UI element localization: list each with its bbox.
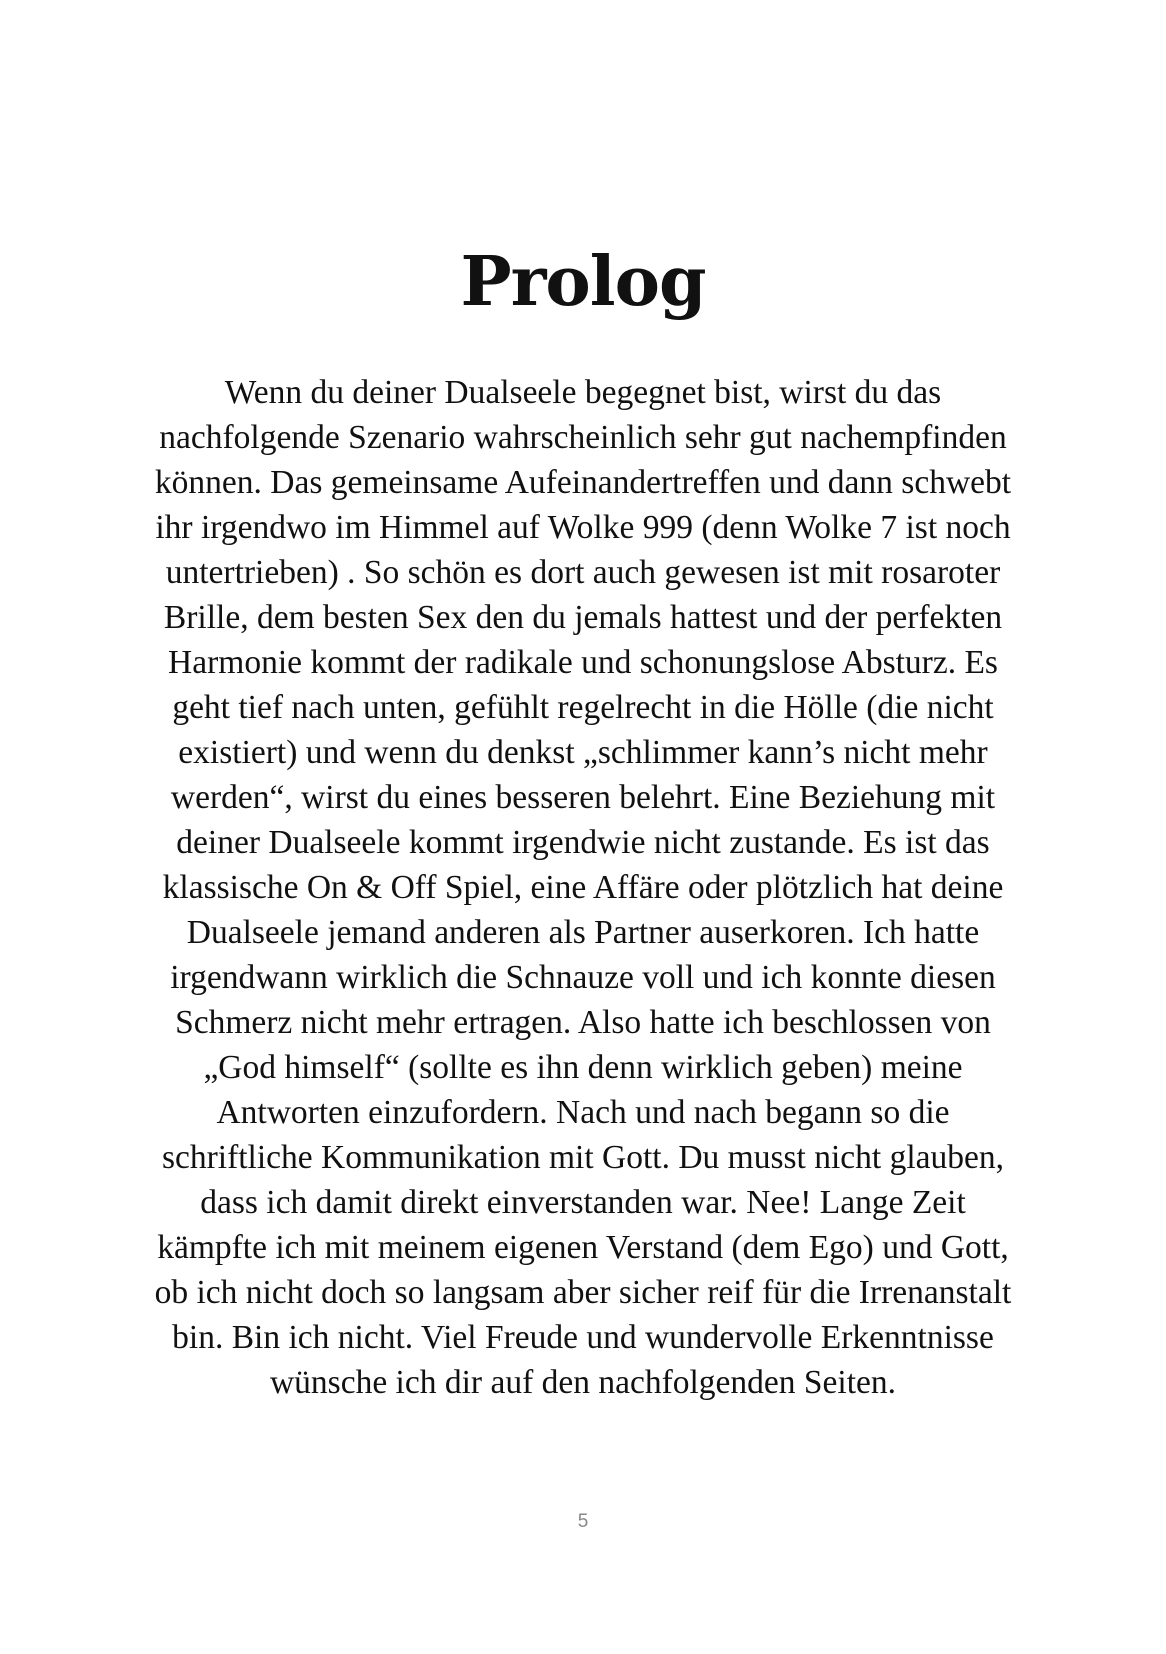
paragraph-line: Dualseele jemand anderen als Partner auserkoren. Ich hatte	[186, 914, 980, 951]
prologue-paragraph	[80, 370, 1086, 1405]
chapter-title: Prolog	[460, 242, 706, 322]
paragraph-line: Harmonie kommt der radikale und schonungslose Absturz. Es	[168, 644, 998, 681]
paragraph-line: Brille, dem besten Sex den du jemals hattest und der perfekten	[163, 599, 1003, 636]
paragraph-line: werden“, wirst du eines besseren belehrt. Eine Beziehung mit	[170, 779, 996, 816]
paragraph-line: „God himself“ (sollte es ihn denn wirklich geben) meine	[203, 1049, 963, 1086]
paragraph-line: dass ich damit direkt einverstanden war. Nee! Lange Zeit	[200, 1184, 966, 1221]
paragraph-line: wünsche ich dir auf den nachfolgenden Seiten.	[269, 1364, 897, 1401]
paragraph-line: existiert) und wenn du denkst „schlimmer kann’s nicht mehr	[178, 734, 988, 771]
paragraph-line: deiner Dualseele kommt irgendwie nicht zustande. Es ist das	[176, 824, 990, 861]
paragraph-line: klassische On & Off Spiel, eine Affäre oder plötzlich hat deine	[162, 869, 1004, 906]
paragraph-line: Schmerz nicht mehr ertragen. Also hatte ich beschlossen von	[175, 1004, 991, 1041]
paragraph-line: ihr irgendwo im Himmel auf Wolke 999 (denn Wolke 7 ist noch	[155, 509, 1011, 546]
paragraph-line: nachfolgende Szenario wahrscheinlich sehr gut nachempfinden	[159, 419, 1007, 456]
paragraph-line: ob ich nicht doch so langsam aber sicher reif für die Irrenanstalt	[154, 1274, 1012, 1311]
paragraph-line: können. Das gemeinsame Aufeinandertreffen und dann schwebt	[154, 464, 1012, 501]
paragraph-line: untertrieben) . So schön es dort auch gewesen ist mit rosaroter	[165, 554, 1001, 591]
paragraph-line: Wenn du deiner Dualseele begegnet bist, wirst du das	[224, 374, 942, 411]
paragraph-line: kämpfte ich mit meinem eigenen Verstand (dem Ego) und Gott,	[157, 1229, 1009, 1266]
paragraph-line: bin. Bin ich nicht. Viel Freude und wundervolle Erkenntnisse	[172, 1319, 994, 1356]
paragraph-line: Antworten einzufordern. Nach und nach begann so die	[216, 1094, 950, 1131]
page-number: 5	[577, 1511, 589, 1532]
paragraph-line: geht tief nach unten, gefühlt regelrecht in die Hölle (die nicht	[172, 689, 994, 726]
paragraph-line: irgendwann wirklich die Schnauze voll und ich konnte diesen	[170, 959, 996, 996]
paragraph-line: schriftliche Kommunikation mit Gott. Du musst nicht glauben,	[161, 1139, 1005, 1176]
